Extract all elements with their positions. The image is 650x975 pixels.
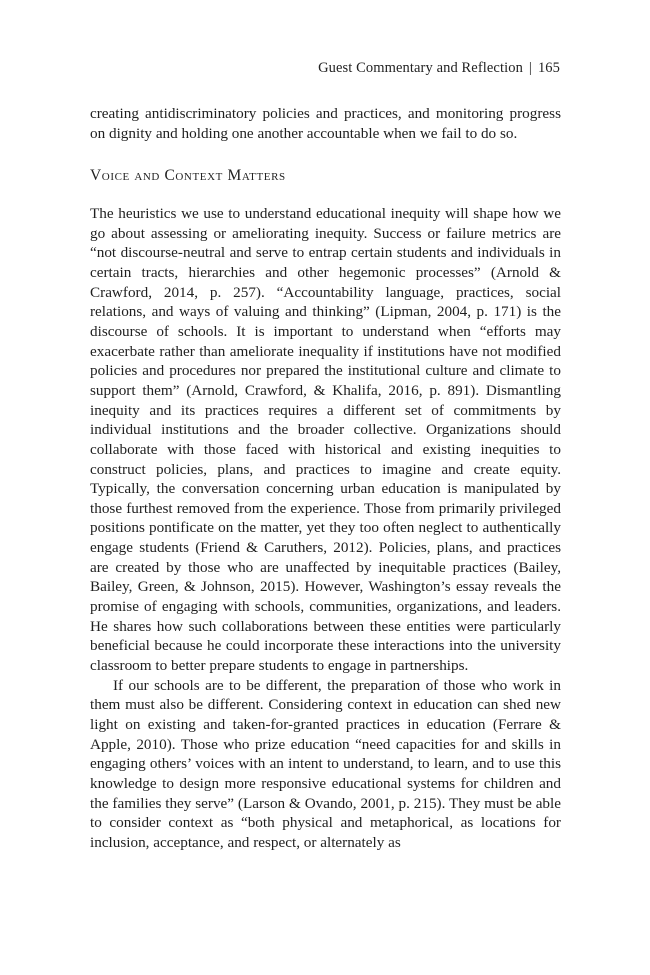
page-number: 165 bbox=[537, 60, 560, 76]
body-paragraph-2: If our schools are to be different, the preparation of those who work in them must also be different. Considering context in education can shed new light on existing and taken-for-granted practices in education (Ferrare & Apple, 2010). Those who prize education “need capacities for and skills in engaging others’ voices with an intent to understand, to learn, and to use this knowledge to design more responsive educational systems for children and the families they serve” (Larson & Ovando, 2001, p. 215). They must be able to consider context as “both physical and metaphorical, as locations for inclusion, acceptance, and respect, or alternately as bbox=[90, 676, 561, 851]
running-head-title: Guest Commentary and Reflection bbox=[318, 60, 523, 76]
running-head-separator: | bbox=[528, 60, 532, 76]
body-paragraph-1: The heuristics we use to understand educational inequity will shape how we go about assessing or ameliorating inequity. Success or failure metrics are “not discourse-neutral and serve to entrap certain students and individuals in certain tracts, hierarchies and other hegemonic processes” (Arnold & Crawford, 2014, p. 257). “Accountability language, practices, social relations, and ways of valuing and thinking” (Lipman, 2004, p. 171) is the discourse of schools. It is important to understand when “efforts may exacerbate rather than ameliorate inequality if institutions have not modified policies and procedures nor prepared the institutional culture and climate to support them” (Arnold, Crawford, & Khalifa, 2016, p. 891). Dismantling inequity and its practices requires a different set of commitments by individual institutions and the broader collective. Organizations should collaborate with those faced with historical and existing inequities to construct policies, plans, and practices to imagine and create equity. Typically, the conversation concerning urban education is manipulated by those furthest removed from the experience. Those from primarily privileged positions pontificate on the matter, yet they too often neglect to authentically engage students (Friend & Caruthers, 2012). Policies, plans, and practices are created by those who are unaffected by inequitable practices (Bailey, Bailey, Green, & Johnson, 2015). However, Washington’s essay reveals the promise of engaging with schools, communities, organizations, and leaders. He shares how such collaborations between these entities were particularly beneficial because he could incorporate these interactions into the university classroom to better prepare students to engage in partnerships. bbox=[90, 204, 561, 675]
running-head bbox=[318, 60, 560, 77]
body-text bbox=[90, 104, 561, 853]
section-heading: Voice and Context Matters bbox=[90, 167, 286, 185]
continuation-paragraph: creating antidiscriminatory policies and practices, and monitoring progress on dignity and holding one another accountable when we fail to do so. bbox=[90, 105, 561, 142]
